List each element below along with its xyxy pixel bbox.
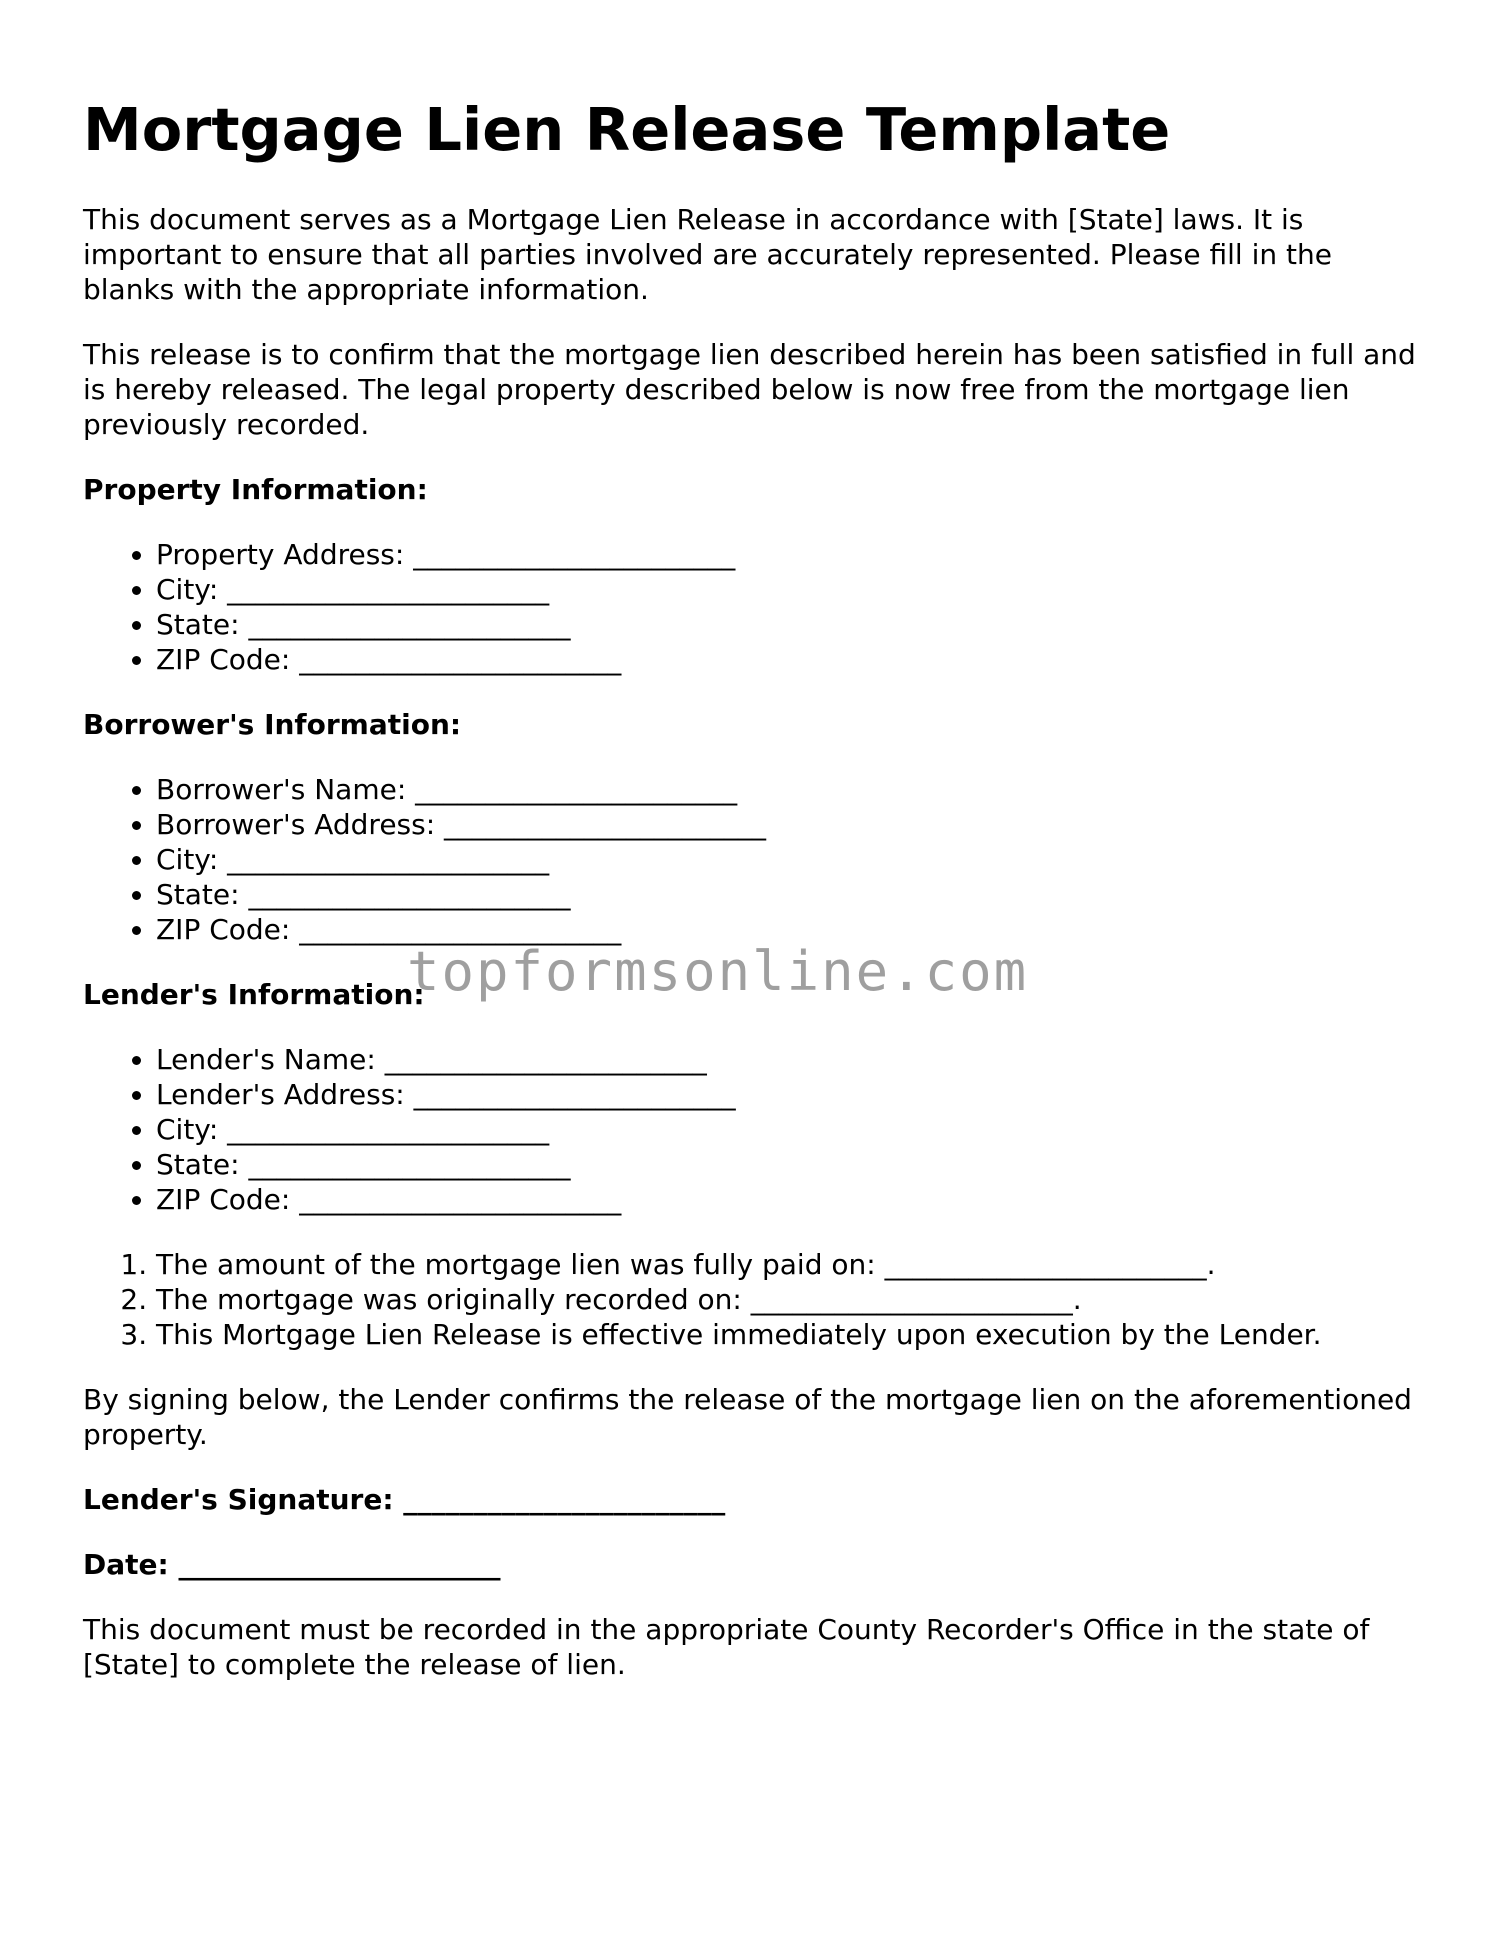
term-effective: 3. This Mortgage Lien Release is effective immediately upon execution by the Lender. bbox=[156, 1317, 1423, 1352]
intro-paragraph-1: This document serves as a Mortgage Lien Release in accordance with [State] laws. It is important to ensure that all parties involved are accurately represented. Please fill in the blanks with the appropriate information. bbox=[83, 202, 1332, 306]
property-city-field: • City: _______________________ bbox=[156, 572, 1423, 607]
property-state-field: • State: _______________________ bbox=[156, 607, 1423, 642]
property-address-field: • Property Address: _______________________ bbox=[156, 537, 1423, 572]
borrower-info-heading: Borrower's Information: bbox=[83, 707, 462, 741]
lender-name-field: • Lender's Name: _______________________ bbox=[156, 1042, 1423, 1077]
property-info-list bbox=[83, 537, 1423, 677]
lender-info-list bbox=[83, 1042, 1423, 1217]
lender-zip-field: • ZIP Code: _______________________ bbox=[156, 1182, 1423, 1217]
date-line: Date: _______________________ bbox=[83, 1547, 501, 1581]
borrower-address-field: • Borrower's Address: _______________________ bbox=[156, 807, 1423, 842]
terms-list bbox=[83, 1247, 1423, 1352]
borrower-name-field: • Borrower's Name: _______________________ bbox=[156, 772, 1423, 807]
borrower-info-list bbox=[83, 772, 1423, 947]
term-recorded-date: 2. The mortgage was originally recorded on: _______________________. bbox=[156, 1282, 1423, 1317]
term-paid-date: 1. The amount of the mortgage lien was fully paid on: _______________________. bbox=[156, 1247, 1423, 1282]
borrower-city-field: • City: _______________________ bbox=[156, 842, 1423, 877]
lender-address-field: • Lender's Address: _______________________ bbox=[156, 1077, 1423, 1112]
document-title: Mortgage Lien Release Template bbox=[83, 95, 1171, 164]
watermark-text: topformsonline.com bbox=[407, 940, 1029, 1003]
intro-paragraph-2: This release is to confirm that the mortgage lien described herein has been satisfied in full and is hereby released. The legal property described below is now free from the mortgage lien previously recorded. bbox=[83, 337, 1416, 441]
document-page bbox=[83, 95, 1423, 1712]
lender-state-field: • State: _______________________ bbox=[156, 1147, 1423, 1182]
property-info-heading: Property Information: bbox=[83, 472, 428, 506]
borrower-state-field: • State: _______________________ bbox=[156, 877, 1423, 912]
borrower-zip-field: • ZIP Code: _______________________ bbox=[156, 912, 1423, 947]
lender-info-heading: Lender's Information: bbox=[83, 977, 425, 1011]
signing-statement: By signing below, the Lender confirms the release of the mortgage lien on the aforementioned property. bbox=[83, 1382, 1412, 1451]
lender-city-field: • City: _______________________ bbox=[156, 1112, 1423, 1147]
closing-paragraph: This document must be recorded in the appropriate County Recorder's Office in the state of [State] to complete the release of lien. bbox=[83, 1612, 1370, 1681]
property-zip-field: • ZIP Code: _______________________ bbox=[156, 642, 1423, 677]
lender-signature-line: Lender's Signature: _______________________ bbox=[83, 1482, 726, 1516]
